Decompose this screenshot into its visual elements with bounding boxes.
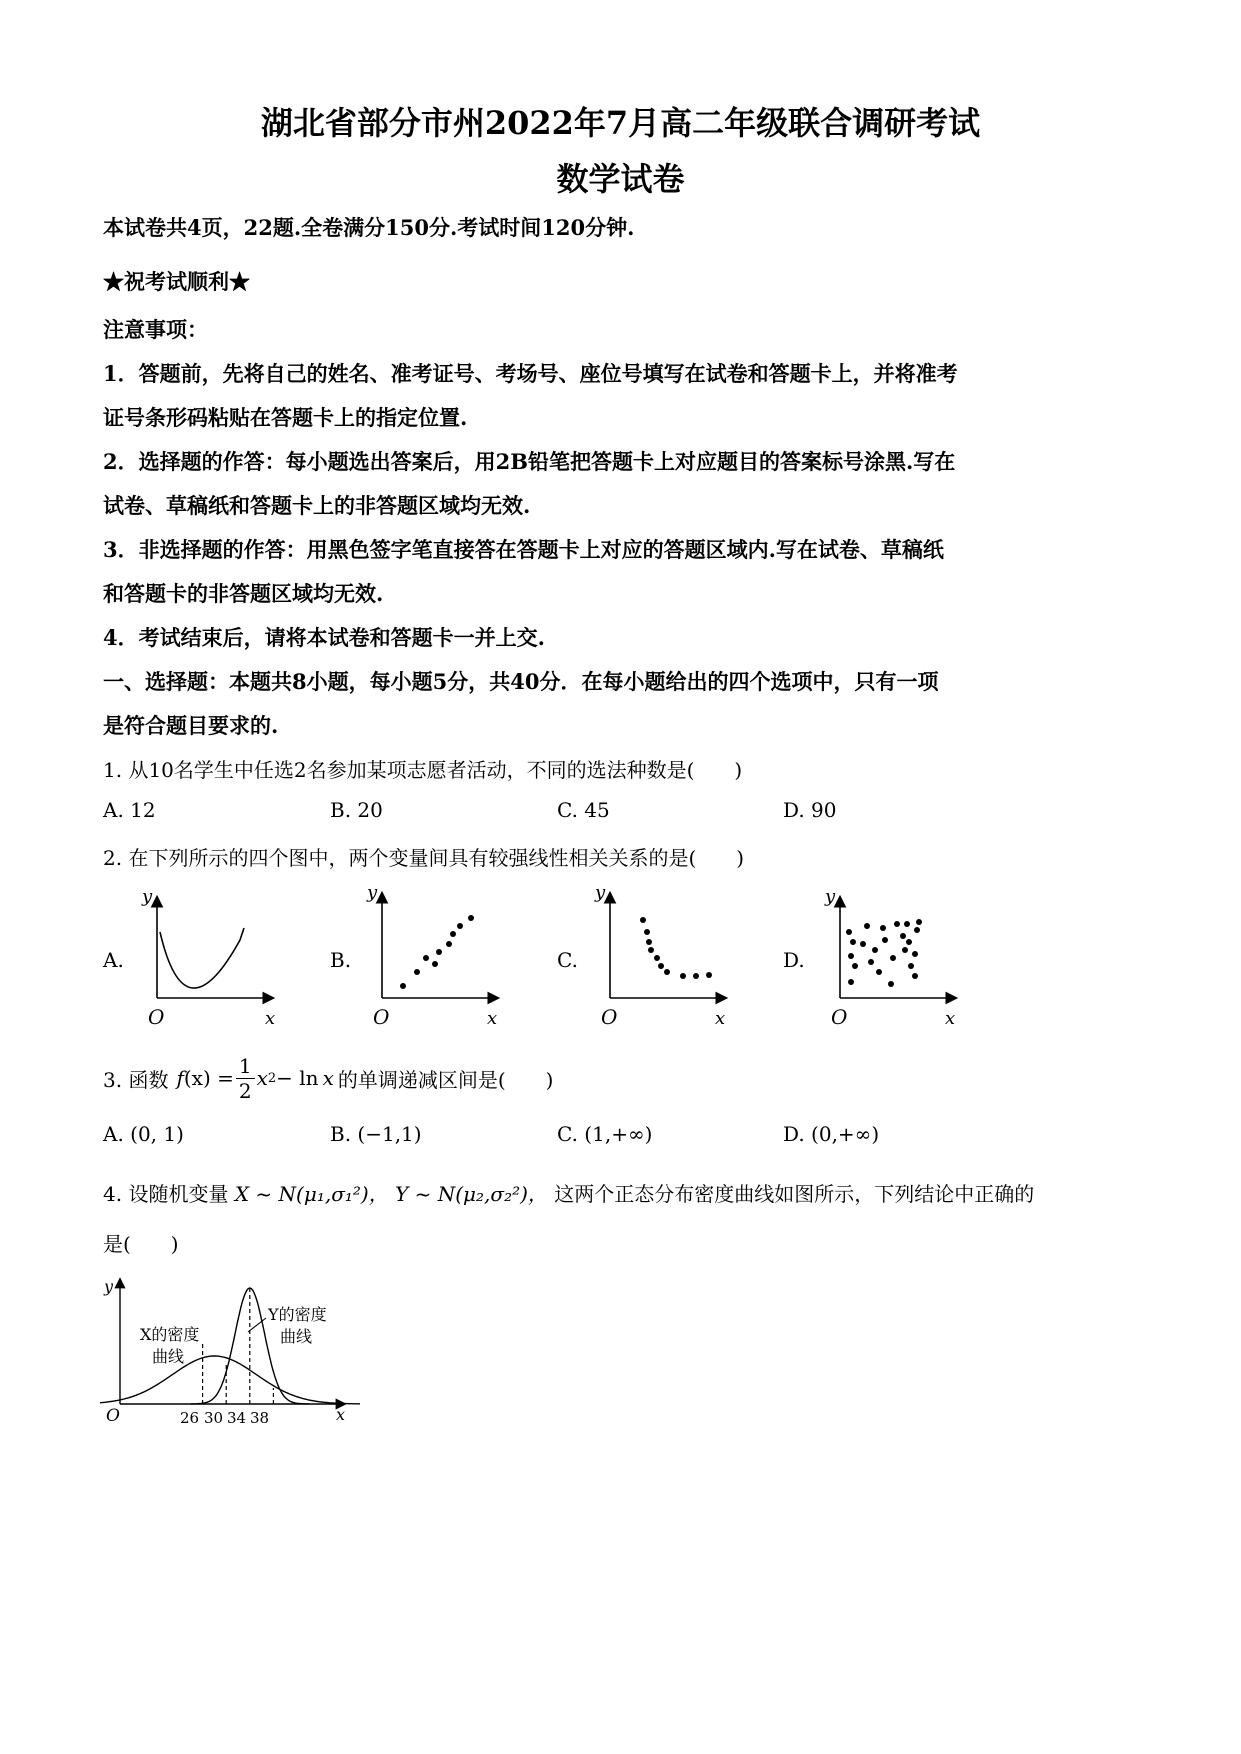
q2-graph-a [140,880,280,1030]
q2c-point [646,939,652,945]
page-title: 湖北省部分市州2022年7月高二年级联合调研考试 [260,104,981,142]
q4-x-curve-label-2: 曲线 [152,1347,185,1366]
q4-x-density-curve [100,1356,360,1404]
q3-f: f [176,1066,184,1090]
q3-frac-den: 2 [238,1078,252,1103]
q2c-x-label: x [715,1008,726,1029]
q4-suffix: 这两个正态分布密度曲线如图所示，下列结论中正确的 [554,1182,1035,1206]
q2d-point [882,937,888,943]
q2d-point [900,933,906,939]
page-subtitle: 数学试卷 [556,160,685,198]
q4-tick-34: 34 [227,1409,247,1427]
q2b-origin: O [373,1005,390,1029]
notice-1-line1: 1．答题前，先将自己的姓名、准考证号、考场号、座位号填写在试卷和答题卡上，并将准考 [103,361,958,386]
question-1-option-b: B. 20 [330,798,383,822]
q4-x-curve-label: X的密度 [140,1325,200,1344]
q2b-point [414,969,420,975]
q4-y-label: y [104,1277,114,1296]
notice-2-line1: 2．选择题的作答：每小题选出答案后，用2B铅笔把答题卡上对应题目的答案标号涂黑.写在 [103,449,956,474]
question-3-option-a: A. (0, 1) [103,1122,184,1146]
question-1-option-d: D. 90 [783,798,837,822]
q4-tick-26: 26 [180,1409,200,1427]
q2c-point [706,972,712,978]
q2b-point [450,931,456,937]
q4-y-curve-label: Y的密度 [268,1305,327,1324]
q3-x: x [256,1066,268,1090]
q2c-point [648,947,654,953]
q2c-point [640,917,646,923]
question-3-option-c: C. (1,+∞) [557,1122,653,1146]
section-1-line1: 一、选择题：本题共8小题，每小题5分，共40分．在每小题给出的四个选项中，只有一项 [103,669,939,694]
q2b-x-label: x [487,1008,498,1029]
q2b-point [468,915,474,921]
q3-arg: (x) = [183,1066,234,1090]
q2d-point [848,953,854,959]
q2-graph-d [823,880,963,1030]
q2-graph-c [593,880,733,1030]
q2a-x-label: x [265,1008,276,1029]
q2d-point [890,955,896,961]
notice-4-line1: 4．考试结束后，请将本试卷和答题卡一并上交. [103,625,545,650]
q4-y-curve-label-2: 曲线 [280,1327,313,1346]
q2d-point [888,981,894,987]
q4-origin: O [106,1406,120,1426]
q2c-point [658,963,664,969]
q2-option-d-label: D. [783,948,805,972]
q2d-point [914,927,920,933]
q2d-point [880,925,886,931]
q3-sup: 2 [267,1070,277,1086]
q3-prefix: 3. 函数 [103,1067,169,1092]
q2d-point [848,979,854,985]
q4-prefix: 4. 设随机变量 [103,1182,229,1206]
q4-tick-30: 30 [204,1409,224,1427]
q2b-point [423,955,429,961]
q2c-point [654,955,660,961]
q4-x-label: x [336,1405,346,1424]
q2d-origin: O [831,1005,848,1029]
question-3-option-b: B. (−1,1) [330,1122,422,1146]
question-3-option-d: D. (0,+∞) [783,1122,880,1146]
q2c-point [693,973,699,979]
q2d-point [916,919,922,925]
question-3-stem [103,1046,553,1110]
q2b-point [457,923,463,929]
q2d-y-label: y [825,886,836,907]
q2d-point [852,963,858,969]
q4-normal-figure [100,1270,360,1430]
q2d-point [912,951,918,957]
q3-rest: − ln [276,1066,319,1090]
q2c-y-label: y [595,882,606,903]
q2d-point [902,947,908,953]
q2b-scatter-points [400,915,474,989]
q2c-point [664,969,670,975]
q2d-point [872,947,878,953]
question-1-option-a: A. 12 [103,798,156,822]
q3-x2: x [322,1066,334,1090]
q2d-point [908,963,914,969]
q2d-point [850,939,856,945]
q2a-parabola [160,928,244,988]
q2c-point [644,929,650,935]
q2d-point [864,923,870,929]
q4-x-dist: X ~ N(μ₁,σ₁²)， [234,1182,389,1206]
q2d-point [876,969,882,975]
q3-fraction [236,1054,255,1103]
question-1-stem: 1. 从10名学生中任选2名参加某项志愿者活动，不同的选法种数是( ) [103,758,743,782]
notice-3-line2: 和答题卡的非答题区域均无效. [103,581,384,606]
q2-option-a-label: A. [103,948,124,972]
question-4-line1 [103,1178,1034,1207]
q2d-point [906,939,912,945]
q3-suffix: 的单调递减区间是( ) [337,1067,554,1092]
q2c-origin: O [601,1005,618,1029]
q2d-point [860,941,866,947]
q2b-point [446,941,452,947]
exam-summary: 本试卷共4页，22题.全卷满分150分.考试时间120分钟. [103,215,635,240]
question-1-option-c: C. 45 [557,798,610,822]
exam-wish: ★祝考试顺利★ [103,269,250,294]
notice-heading: 注意事项： [103,317,208,342]
notice-1-line2: 证号条形码粘贴在答题卡上的指定位置. [103,405,468,430]
q2d-point [868,959,874,965]
q2c-scatter-points [640,917,712,979]
q2a-y-label: y [142,886,153,907]
question-4-line2: 是( ) [103,1232,179,1256]
q2b-point [400,983,406,989]
q2d-point [904,921,910,927]
q2d-point [894,921,900,927]
question-2-stem: 2. 在下列所示的四个图中，两个变量间具有较强线性相关关系的是( ) [103,846,745,870]
q2b-point [432,961,438,967]
section-1-line2: 是符合题目要求的. [103,713,279,738]
q3-frac-num: 1 [236,1054,255,1079]
q2b-y-label: y [367,882,378,903]
q2d-point [912,973,918,979]
q2a-origin: O [148,1005,165,1029]
q2b-point [436,949,442,955]
notice-2-line2: 试卷、草稿纸和答题卡上的非答题区域均无效. [103,493,531,518]
q2d-point [846,929,852,935]
q2d-scatter-points [846,919,922,987]
q2-graph-b [365,880,505,1030]
q4-tick-38: 38 [250,1409,270,1427]
q4-y-dist: Y ~ N(μ₂,σ₂²)， [395,1182,548,1206]
q2d-x-label: x [945,1008,956,1029]
q2-option-b-label: B. [330,948,352,972]
notice-3-line1: 3．非选择题的作答：用黑色签字笔直接答在答题卡上对应的答题区域内.写在试卷、草稿纸 [103,537,944,562]
q2c-point [680,973,686,979]
q2-option-c-label: C. [557,948,578,972]
